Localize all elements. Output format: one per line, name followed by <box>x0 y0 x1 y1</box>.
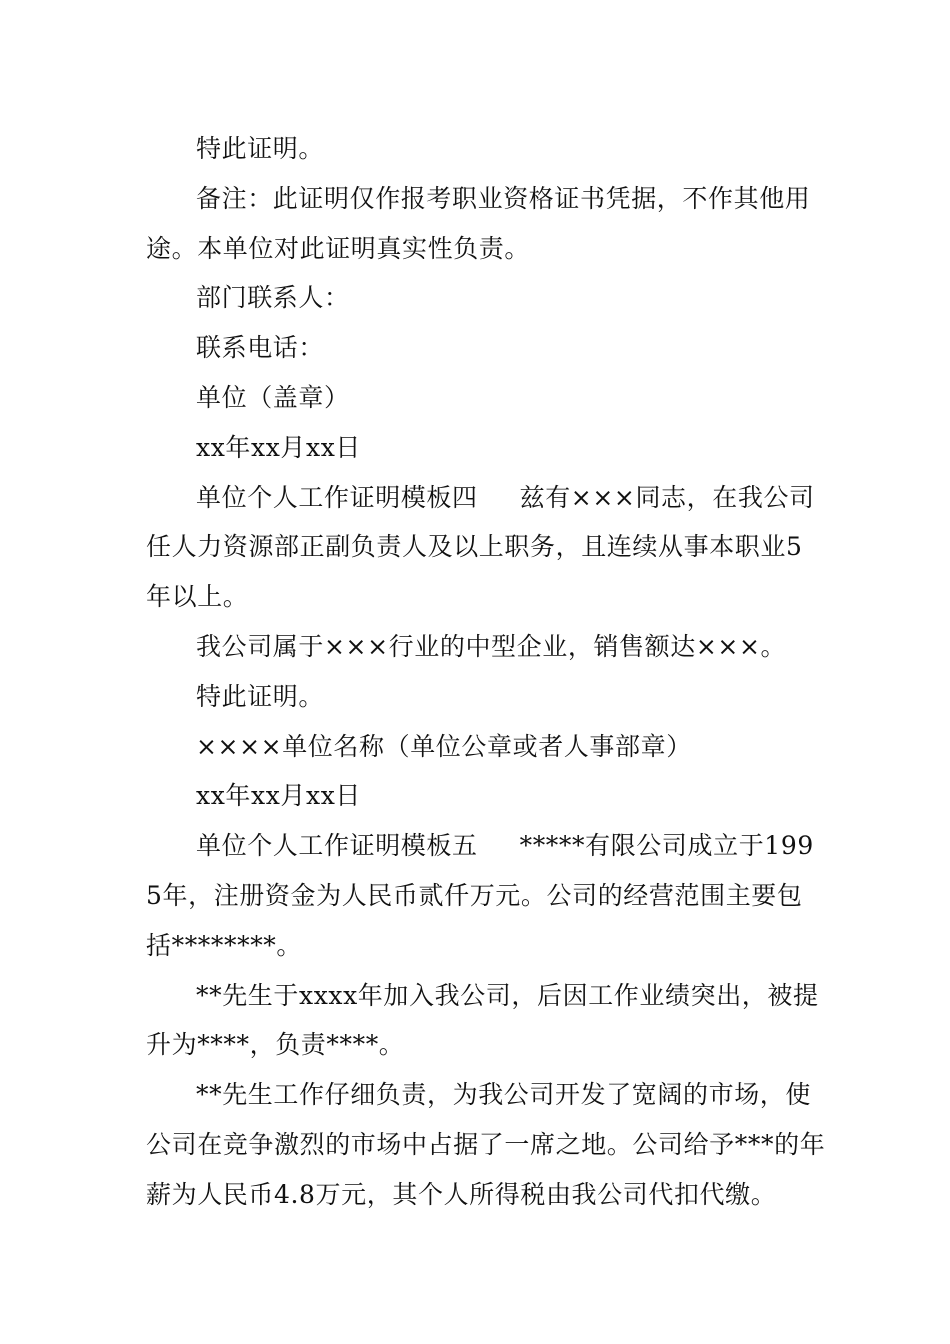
paragraph-text: ××××单位名称（单位公章或者人事部章） <box>196 731 692 761</box>
paragraph-text: *****有限公司成立于1995年，注册资金为人民币贰仟万元。公司的经营范围主要包括********。 <box>146 831 814 960</box>
paragraph <box>146 174 826 274</box>
document-body <box>146 124 826 1220</box>
paragraph-text: **先生于xxxx年加入我公司，后因工作业绩突出，被提升为****，负责****。 <box>146 980 819 1060</box>
paragraph-text: 我公司属于×××行业的中型企业，销售额达×××。 <box>196 631 787 661</box>
paragraph <box>146 273 826 323</box>
paragraph <box>146 771 826 821</box>
paragraph <box>146 821 826 970</box>
paragraph-text: 兹有×××同志，在我公司任人力资源部正副负责人及以上职务，且连续从事本职业5年以上。 <box>146 482 815 612</box>
paragraph-text: 部门联系人： <box>196 283 350 313</box>
paragraph-text: 单位（盖章） <box>196 382 350 412</box>
paragraph <box>146 1070 826 1219</box>
paragraph <box>146 722 826 772</box>
paragraph-text: xx年xx月xx日 <box>196 781 361 811</box>
paragraph <box>146 622 826 672</box>
paragraph <box>146 373 826 423</box>
paragraph-text: 特此证明。 <box>196 681 325 711</box>
paragraph-text: 备注：此证明仅作报考职业资格证书凭据，不作其他用途。本单位对此证明真实性负责。 <box>146 183 811 263</box>
paragraph-text: **先生工作仔细负责，为我公司开发了宽阔的市场，使公司在竞争激烈的市场中占据了一席之地。公司给予***的年薪为人民币4.8万元，其个人所得税由我公司代扣代缴。 <box>146 1080 826 1209</box>
paragraph-text: 联系电话： <box>196 333 325 363</box>
paragraph <box>146 672 826 722</box>
paragraph-text: xx年xx月xx日 <box>196 432 361 462</box>
paragraph-text: 特此证明。 <box>196 134 325 163</box>
paragraph <box>146 971 826 1071</box>
section-heading: 单位个人工作证明模板四 <box>196 482 478 512</box>
section-heading: 单位个人工作证明模板五 <box>196 831 478 861</box>
paragraph <box>146 423 826 473</box>
paragraph <box>146 323 826 373</box>
paragraph <box>146 124 826 174</box>
paragraph <box>146 473 826 622</box>
